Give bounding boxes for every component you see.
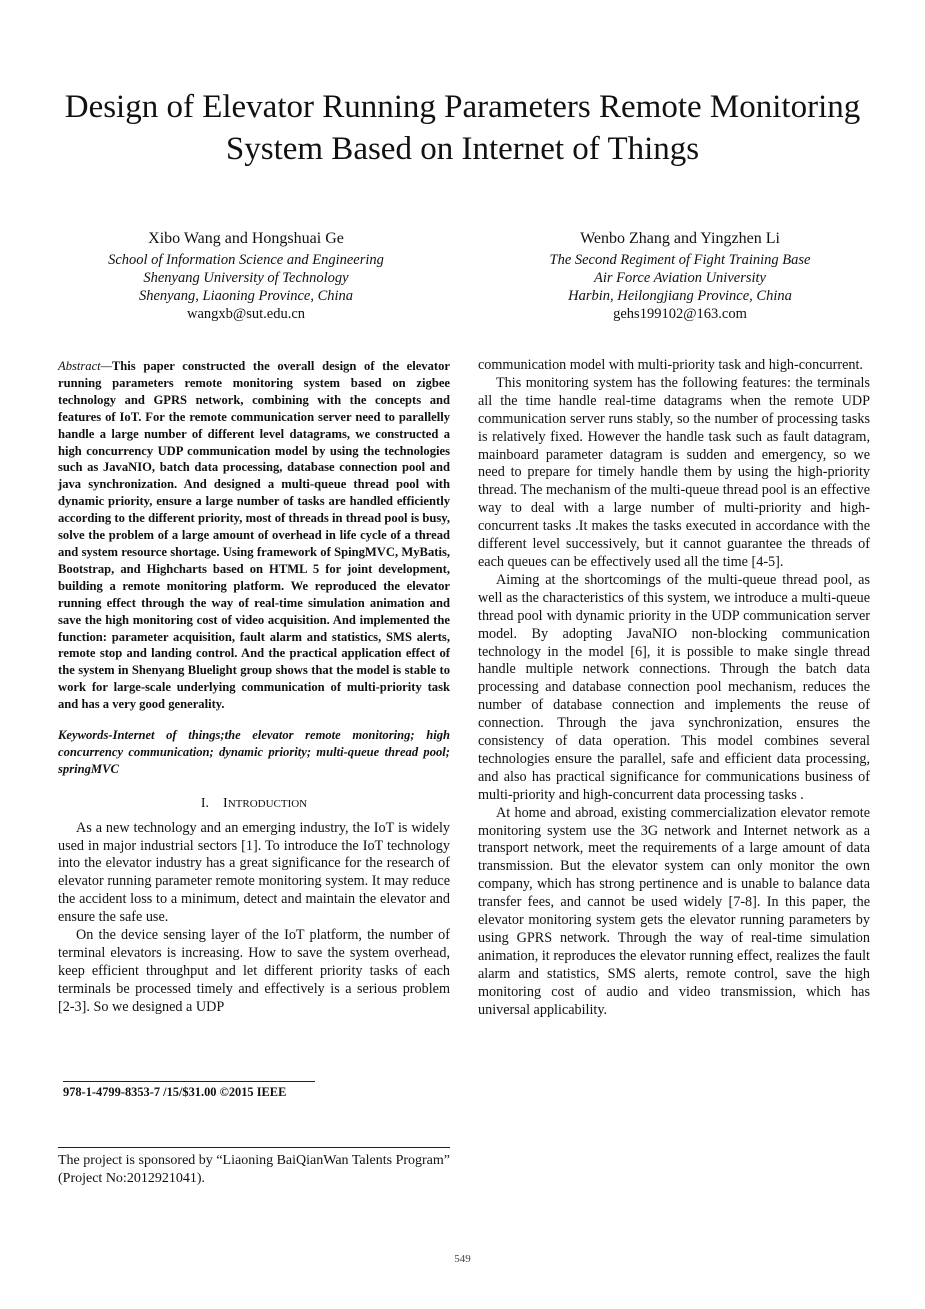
keywords: Keywords-Internet of things;the elevator remote monitoring; high concurrency communication; dynamic priority; multi-queue thread pool; springMVC xyxy=(58,728,450,776)
body-paragraph: On the device sensing layer of the IoT platform, the number of terminal elevators is increasing. How to save the system overhead, keep efficient throughput and let different priority tasks of each terminals be processed timely and effectively is a serious problem [2-3]. So we designed a UDP xyxy=(58,927,450,1015)
copyright-notice: 978-1-4799-8353-7 /15/$31.00 ©2015 IEEE xyxy=(63,1085,287,1099)
section-number: I. xyxy=(200,795,210,811)
affiliation-line: Air Force Aviation University xyxy=(594,270,766,286)
body-paragraph: As a new technology and an emerging industry, the IoT is widely used in major industrial sectors [1]. To introduce the IoT technology into the elevator industry has a great significance for the research of elevator running parameter remote monitoring system. It may reduce the accident loss to a minimum, detect and maintain the elevator and ensure the safe use. xyxy=(58,819,450,926)
body-paragraph: This monitoring system has the following features: the terminals all the time handle real-time datagrams when the remote UDP communication server runs stably, so the number of processing tasks is relatively fixed. However the handle task such as fault datagram, mainboard parameter datagram is sudden and emergency, so we need to prepare for timely handle them by using the high-priority thread. The mechanism of the multi-queue thread pool is an effective way to deal with a large number of multi-priority and high-concurrent tasks .It makes the tasks executed in accordance with the different level successively, but it cannot guarantee the threads of each queues can be effectively used all the time [4-5]. xyxy=(478,374,870,570)
section-title-initial: I xyxy=(223,795,228,811)
page-number: 549 xyxy=(454,1253,471,1265)
footnote: The project is sponsored by “Liaoning BaiQianWan Talents Program” (Project No:2012921041). xyxy=(58,1153,450,1186)
author-block-2 xyxy=(470,228,890,323)
author-email: gehs199102@163.com xyxy=(613,306,747,322)
body-paragraph: At home and abroad, existing commercialization elevator remote monitoring system use the 3G network and Internet network as a transport network, meet the requirements of a large amount of data transmission. But the elevator system can only monitor the own company, which has strong pertinence and is unable to balance data transfer fees, and cannot be used widely [7-8]. In this paper, the elevator monitoring system gets the elevator running parameters by using GPRS network. Through the way of real-time simulation animation, it reproduces the elevator running effect, realizes the fault alarm and statistics, SMS alerts, remote control, save the high monitoring cost of audio and video transmission, which has universal applicability. xyxy=(478,804,870,1018)
abstract-text: This paper constructed the overall design of the elevator running parameters remote monitoring system based on zigbee technology and GPRS network, combining with the concepts and features of IoT. For the remote communication server need to parallelly handle a large number of different level datagrams, we constructed a high concurrency UDP communication model by using the technologies such as JavaNIO, batch data processing, database connection pool and java synchronization. And designed a multi-queue thread pool with dynamic priority, ensure a large number of tasks are handled efficiently according to the different priority, most of threads in thread pool is busy, solve the problem of a large amount of overhead in life cycle of a thread and system resource shortage. Using framework of SpingMVC, MyBatis, Bootstrap, and Highcharts based on HTML 5 for joint development, building a remote monitoring platform. We reproduced the elevator running effect through the way of real-time simulation animation and save the high monitoring cost of video acquisition. And implemented the function: parameter acquisition, fault alarm and statistics, SMS alerts, remote stop and landing control. And the practical application effect of the system in Shenyang Bluelight group shows that the model is stable to work for large-scale underlying communication of multi-priority task and has a very good generality. xyxy=(58,359,450,712)
affiliation-line: The Second Regiment of Fight Training Base xyxy=(549,252,811,268)
right-column xyxy=(478,357,870,1020)
author-names: Xibo Wang and Hongshuai Ge xyxy=(148,230,344,247)
author-block-1 xyxy=(36,228,456,323)
affiliation-line: Shenyang University of Technology xyxy=(143,270,349,286)
left-column xyxy=(58,358,450,1017)
body-paragraph: Aiming at the shortcomings of the multi-queue thread pool, as well as the characteristics of this system, we introduce a multi-queue thread pool with dynamic priority in the UDP communication server model. By adopting JavaNIO non-blocking communication technology in the model [6], it is possible to make single thread handle multiple network connections. Through the batch data processing and database connection pool mechanism, reduces the number of database connection and implements the reuse of connection. Through the java synchronization, ensures the consistency of data operation. This model combines several technologies ensure the parallel, safe and efficient data processing, and also has practical significance for communications business of multi-priority and high-concurrent data processing tasks . xyxy=(478,571,870,803)
author-names: Wenbo Zhang and Yingzhen Li xyxy=(580,230,780,247)
affiliation-line: School of Information Science and Engineering xyxy=(108,252,384,268)
section-heading-introduction xyxy=(58,795,450,814)
body-paragraph: communication model with multi-priority task and high-concurrent. xyxy=(478,357,863,373)
paper-title: Design of Elevator Running Parameters Remote Monitoring System Based on Internet of Things xyxy=(64,89,861,167)
author-email: wangxb@sut.edu.cn xyxy=(186,306,306,322)
copyright-rule xyxy=(63,1081,315,1082)
footnote-rule xyxy=(58,1147,450,1148)
affiliation-line: Shenyang, Liaoning Province, China xyxy=(138,288,354,304)
abstract xyxy=(58,358,450,713)
abstract-label: Abstract— xyxy=(58,359,112,373)
affiliation-line: Harbin, Heilongjiang Province, China xyxy=(568,288,792,304)
section-title-rest: NTRODUCTION xyxy=(227,797,308,810)
